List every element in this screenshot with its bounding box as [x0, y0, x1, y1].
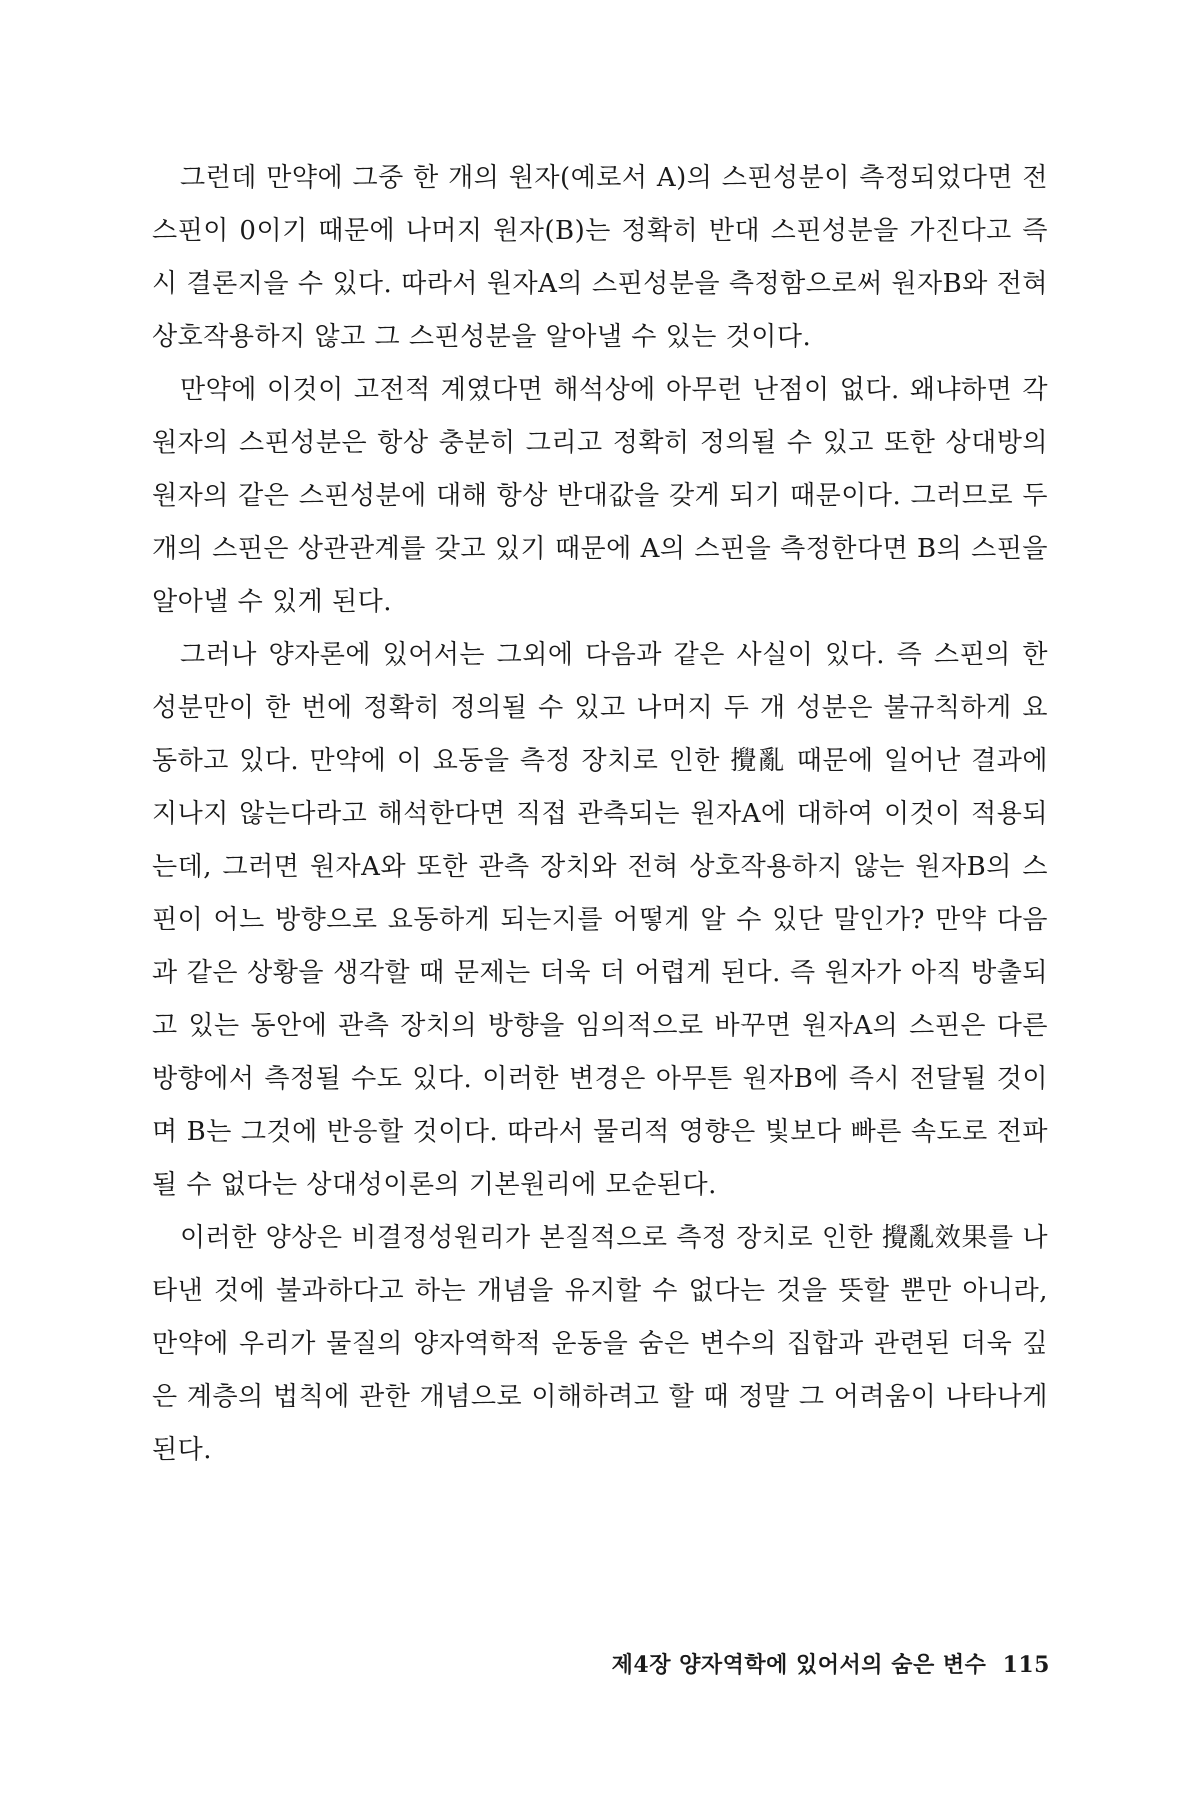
paragraph-3: 그러나 양자론에 있어서는 그외에 다음과 같은 사실이 있다. 즉 스핀의 한 성분만이 한 번에 정확히 정의될 수 있고 나머지 두 개 성분은 불규칙하게 요동하고 있다. 만약에 이 요동을 측정 장치로 인한 攪亂 때문에 일어난 결과에 지나지 않는다라고 해석한다면 직접 관측되는 원자A에 대하여 이것이 적용되는데, 그러면 원자A와 또한 관측 장치와 전혀 상호작용하지 않는 원자B의 스핀이 어느 방향으로 요동하게 되는지를 어떻게 알 수 있단 말인가? 만약 다음과 같은 상황을 생각할 때 문제는 더욱 더 어렵게 된다. 즉 원자가 아직 방출되고 있는 동안에 관측 장치의 방향을 임의적으로 바꾸면 원자A의 스핀은 다른 방향에서 측정될 수도 있다. 이러한 변경은 아무튼 원자B에 즉시 전달될 것이며 B는 그것에 반응할 것이다. 따라서 물리적 영향은 빛보다 빠른 속도로 전파될 수 없다는 상대성이론의 기본원리에 모순된다. [152, 640, 1048, 1200]
paragraph-2: 만약에 이것이 고전적 계였다면 해석상에 아무런 난점이 없다. 왜냐하면 각 원자의 스핀성분은 항상 충분히 그리고 정확히 정의될 수 있고 또한 상대방의 원자의 같은 스핀성분에 대해 항상 반대값을 갖게 되기 때문이다. 그러므로 두 개의 스핀은 상관관계를 갖고 있기 때문에 A의 스핀을 측정한다면 B의 스핀을 알아낼 수 있게 된다. [152, 375, 1048, 617]
running-head: 제4장 양자역학에 있어서의 숨은 변수 [611, 1652, 987, 1678]
body-text [152, 152, 1048, 1477]
page-footer [612, 1648, 1050, 1679]
paragraph-4: 이러한 양상은 비결정성원리가 본질적으로 측정 장치로 인한 攪亂效果를 나타낸 것에 불과하다고 하는 개념을 유지할 수 없다는 것을 뜻할 뿐만 아니라, 만약에 우리가 물질의 양자역학적 운동을 숨은 변수의 집합과 관련된 더욱 깊은 계층의 법칙에 관한 개념으로 이해하려고 할 때 정말 그 어려움이 나타나게 된다. [152, 1223, 1048, 1465]
paragraph-1: 그런데 만약에 그중 한 개의 원자(예로서 A)의 스핀성분이 측정되었다면 전스핀이 0이기 때문에 나머지 원자(B)는 정확히 반대 스핀성분을 가진다고 즉시 결론지을 수 있다. 따라서 원자A의 스핀성분을 측정함으로써 원자B와 전혀 상호작용하지 않고 그 스핀성분을 알아낼 수 있는 것이다. [152, 163, 1048, 352]
page-number: 115 [1002, 1652, 1050, 1678]
